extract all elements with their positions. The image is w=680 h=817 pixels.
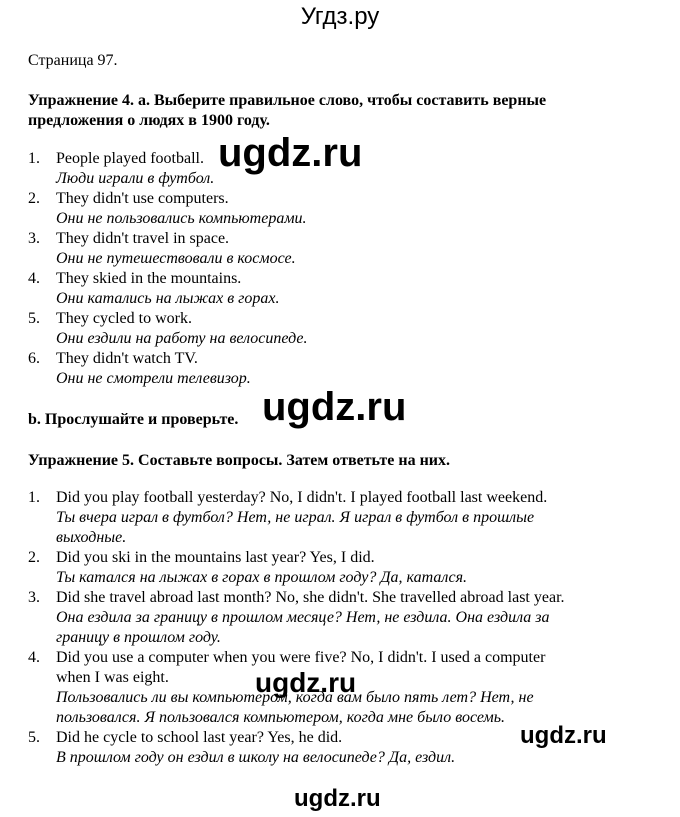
watermark: ugdz.ru (520, 722, 607, 749)
item-number: 5. (28, 729, 40, 746)
exercise4-item-4 (28, 269, 307, 309)
exercise4-item-6 (28, 349, 307, 389)
item-translation-line: пользовался. Я пользовался компьютером, когда мне было восемь. (56, 709, 506, 726)
watermark: ugdz.ru (255, 667, 357, 698)
item-english: They cycled to work. (56, 310, 192, 327)
item-english: They didn't travel in space. (56, 230, 230, 247)
item-number: 3. (28, 230, 40, 247)
item-number: 3. (28, 589, 40, 606)
item-translation: Они не путешествовали в космосе. (56, 250, 296, 267)
exercise4-item-2 (28, 189, 307, 229)
exercise5-list (28, 488, 565, 768)
item-english-line: when I was eight. (56, 669, 169, 686)
item-number: 5. (28, 310, 40, 327)
exercise4-list (28, 149, 307, 389)
item-number: 1. (28, 489, 40, 506)
item-english-line: Did she travel abroad last month? No, she didn't. She travelled abroad last year. (56, 589, 565, 606)
item-number: 4. (28, 270, 40, 287)
item-number: 4. (28, 649, 40, 666)
item-translation-line: Ты катался на лыжах в горах в прошлом году? Да, катался. (56, 569, 468, 586)
exercise4-heading-line2: предложения о людях в 1900 году. (28, 112, 270, 129)
item-english: They skied in the mountains. (56, 270, 242, 287)
item-number: 1. (28, 150, 40, 167)
item-translation: Они ездили на работу на велосипеде. (56, 330, 308, 347)
item-translation: Они катались на лыжах в горах. (56, 290, 280, 307)
item-english: People played football. (56, 150, 204, 167)
item-english: They didn't use computers. (56, 190, 229, 207)
item-number: 2. (28, 549, 40, 566)
exercise4-heading-line1: Упражнение 4. а. Выберите правильное слово, чтобы составить верные (28, 92, 547, 109)
exercise5-item-3 (28, 588, 565, 648)
exercise4-item-5 (28, 309, 307, 349)
page-label: Страница 97. (28, 52, 118, 69)
item-translation-line: Пользовались ли вы компьютером, когда вам было пять лет? Нет, не (56, 689, 534, 706)
item-english-line: Did he cycle to school last year? Yes, he did. (56, 729, 343, 746)
item-translation: Люди играли в футбол. (56, 170, 215, 187)
exercise5-heading: Упражнение 5. Составьте вопросы. Затем ответьте на них. (28, 452, 451, 469)
exercise5-item-2 (28, 548, 565, 588)
watermark: ugdz.ru (294, 785, 381, 812)
item-translation-line: В прошлом году он ездил в школу на велосипеде? Да, ездил. (56, 749, 456, 766)
exercise4-item-3 (28, 229, 307, 269)
exercise5-item-5 (28, 728, 565, 768)
item-translation: Они не смотрели телевизор. (56, 370, 251, 387)
site-title: Угдз.ру (300, 3, 380, 30)
item-english-line: Did you use a computer when you were five? No, I didn't. I used a computer (56, 649, 546, 666)
watermark: ugdz.ru (218, 131, 363, 175)
item-number: 6. (28, 350, 40, 367)
item-english: They didn't watch TV. (56, 350, 198, 367)
item-translation-line: границу в прошлом году. (56, 629, 221, 646)
item-translation: Они не пользовались компьютерами. (56, 210, 307, 227)
exercise4-part-b: b. Прослушайте и проверьте. (28, 411, 239, 428)
item-english-line: Did you ski in the mountains last year? Yes, I did. (56, 549, 375, 566)
item-translation-line: Ты вчера играл в футбол? Нет, не играл. Я играл в футбол в прошлые (56, 509, 535, 526)
item-translation-line: выходные. (56, 529, 127, 546)
item-english-line: Did you play football yesterday? No, I didn't. I played football last weekend. (56, 489, 548, 506)
item-translation-line: Она ездила за границу в прошлом месяце? Нет, не ездила. Она ездила за (56, 609, 550, 626)
exercise5-item-1 (28, 488, 565, 548)
watermark: ugdz.ru (262, 385, 407, 429)
exercise4-heading (28, 91, 546, 131)
item-number: 2. (28, 190, 40, 207)
